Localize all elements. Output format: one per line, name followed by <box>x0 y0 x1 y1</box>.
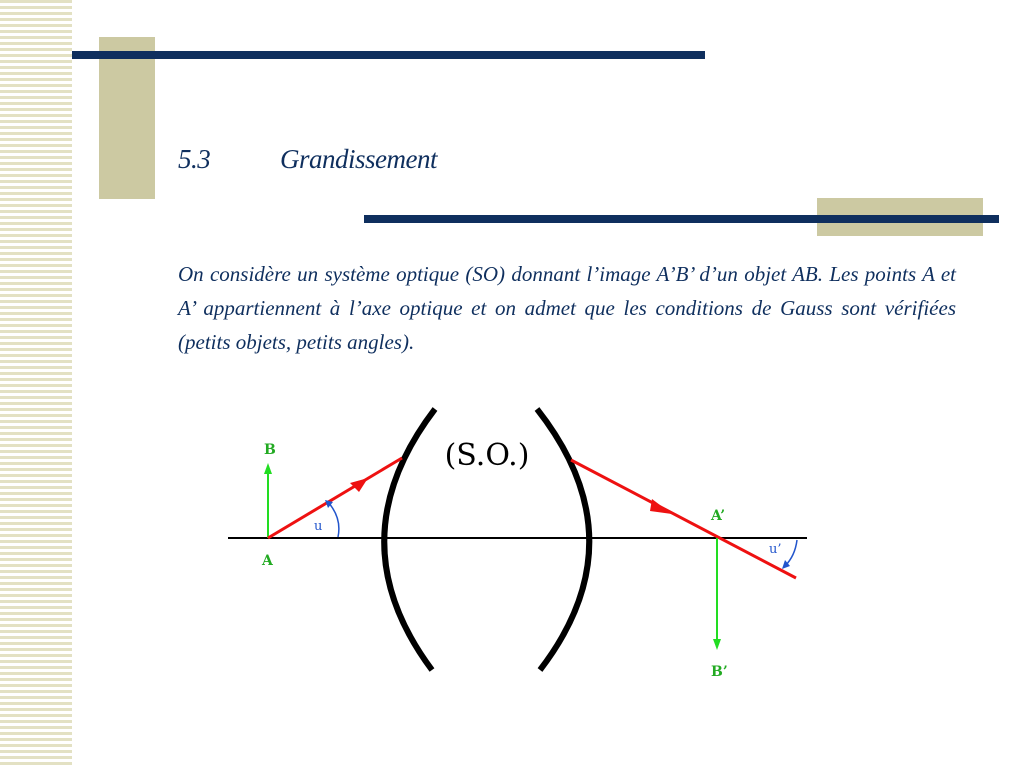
lens-right-bracket <box>537 409 589 670</box>
incident-ray-arrowhead <box>350 478 368 492</box>
body-paragraph: On considère un système optique (SO) donnant l’image A’B’ d’un objet AB. Les points A et A’ appartiennent à l’axe optique et on admet que les conditions de Gauss sont vérifiées (petits objets, petits angles). <box>178 262 956 354</box>
decorative-line-top <box>72 51 705 59</box>
image-arrowhead <box>713 639 721 650</box>
optical-system-diagram <box>220 395 820 695</box>
system-label: (S.O.) <box>444 438 530 473</box>
angle-u-prime-arc <box>785 540 797 566</box>
section-title: Grandissement <box>280 144 437 174</box>
emergent-ray-arrowhead <box>650 499 672 514</box>
emergent-ray <box>571 460 796 578</box>
label-B-prime: B’ <box>711 664 728 680</box>
label-u-prime: u’ <box>769 542 782 557</box>
angle-u-arc <box>328 502 339 537</box>
lens-left-bracket <box>384 409 435 670</box>
section-heading <box>178 144 437 175</box>
label-A: A <box>262 553 273 569</box>
label-B: B <box>264 442 276 458</box>
label-u: u <box>314 519 323 534</box>
object-arrowhead <box>264 463 272 474</box>
decorative-block-left <box>99 37 155 199</box>
section-number: 5.3 <box>178 144 211 174</box>
decorative-line-middle <box>364 215 999 223</box>
label-A-prime: A’ <box>711 508 726 524</box>
decorative-stripes <box>0 0 72 768</box>
